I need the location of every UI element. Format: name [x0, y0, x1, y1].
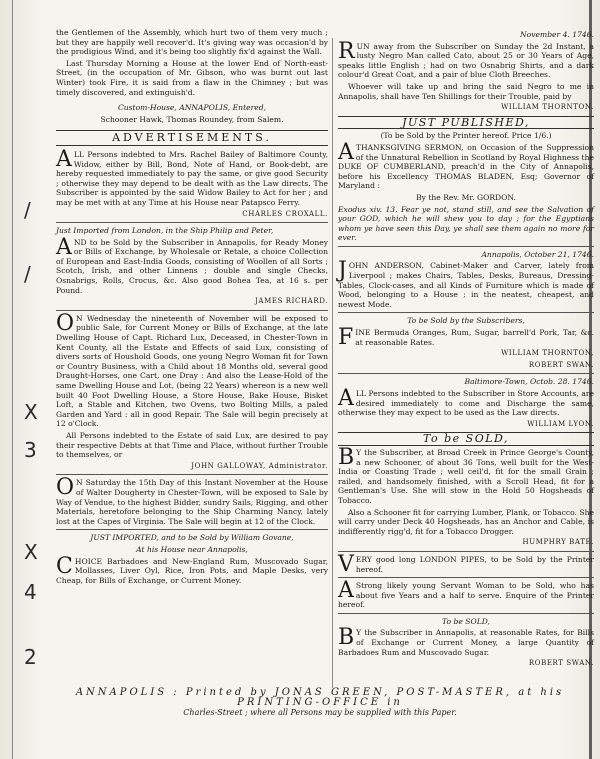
separator	[338, 246, 594, 247]
just-published-heading: JUST PUBLISHED,	[338, 116, 594, 130]
imprint-line: ANNAPOLIS : Printed by JONAS GREEN, POST-MASTER, at his PRINTING-OFFICE in	[75, 687, 565, 708]
custom-house-line: Custom-House, ANNAPOLIS, Entered,	[117, 103, 267, 113]
advertisement-header: To be Sold by the Subscribers,	[407, 316, 525, 326]
separator	[338, 551, 594, 552]
margin-mark-x-2: X	[24, 540, 38, 564]
advertisement: ON Saturday the 15th Day of this Instant November at the House of Walter Dougherty in Chester-Town, will be exposed to Sale by Way of Vendue, to the highest Bidder, sundry Sails, Rigging, and other Materials, heretofore belonging to the Ship Charming Nancy, lately lost at the Capes of Virginia. The Sale will begin at 12 of the Clock.	[56, 475, 328, 526]
advertisement: ATHANKSGIVING SERMON, on Occasion of the Suppression of the Unnatural Rebellion in Scotland by Royal Highness the DUKE OF CUMBERLAND, preach'd in the City of Annapolis, before his Excellency THOMAS BLADEN, Esq; Governor of Maryland :	[338, 139, 594, 191]
news-paragraph: the Gentlemen of the Assembly, which hurt two of them very much ; but they are happily well recover'd. It's giving way was occasion'd by the prodigious Wind, and it's being too slightly fix'd against the Wall.	[56, 28, 328, 57]
margin-mark-slash-2: /	[24, 262, 31, 286]
separator	[56, 222, 328, 223]
margin-mark-2: 2	[24, 645, 37, 669]
separator	[338, 373, 594, 374]
advertisement: AND to be Sold by the Subscriber in Annapolis, for Ready Money or Bills of Exchange, by Wholesale or Retale, a choice Collection of European and East-India Goods, consisting of Woollen of all Sorts ; Scotch, Irish, and other Linnens ; double and single Checks, Osnabrigs, Rolls, Crocus, &c. Also good Bohea Tea, at 16 s. per Pound.	[56, 234, 328, 295]
advertisement-signature: WILLIAM LYON.	[527, 419, 594, 428]
advertisement-signature: ROBERT SWAN.	[528, 360, 594, 369]
to-be-sold-subheading: To be SOLD,	[442, 616, 490, 626]
advertisement-signature: CHARLES CROXALL.	[242, 209, 328, 218]
column-divider	[332, 38, 333, 688]
advertisement-header: JUST IMPORTED, and to be Sold by William Govane,	[90, 533, 294, 543]
advertisement: JOHN ANDERSON, Cabinet-Maker and Carver, lately from Liverpool ; makes Chairs, Tables, Desks, Bureaus, Dressing-Tables, Clock-cases, and all Kinds of Furniture which is made of Wood, belonging to a House ; in the neatest, cheapest, and newest Mode.	[338, 258, 594, 309]
separator	[56, 474, 328, 475]
scripture-quote: Exodus xiv. 13. Fear ye not, stand still, and see the Salvation of your GOD, which he will shew you to day ; for the Egyptians whom ye have seen this Day, ye shall see them again no more for ever.	[338, 204, 594, 243]
advertisement-date: Annapolis, October 21, 1746.	[481, 249, 594, 259]
advertisement-signature: ROBERT SWAN.	[528, 659, 594, 668]
advertisement: Also a Schooner fit for carrying Lumber, Plank, or Tobacco. She will carry under Deck 40 Hogsheads, has an Anchor and Cable, is indifferently rigg'd, fit for a Tobacco Drogger.	[338, 507, 594, 536]
advertisement-signature: WILLIAM THORNTON,	[501, 349, 594, 358]
advertisement: BY the Subscriber in Annapolis, at reasonable Rates, for Bills of Exchange or Current Money, a large Quantity of Barbadoes Rum and Muscovado Sugar.	[338, 625, 594, 657]
imprint-footer	[60, 688, 580, 718]
separator	[56, 529, 328, 530]
margin-mark-x-1: X	[24, 400, 38, 424]
advertisement-subheader: (To be Sold by the Printer hereof. Price 1/6.)	[380, 131, 552, 141]
advertisement: VERY good long LONDON PIPES, to be Sold by the Printer hereof.	[338, 551, 594, 577]
margin-mark-3: 3	[24, 438, 37, 462]
advertisement: Whoever will take up and bring the said Negro to me in Annapolis, shall have Ten Shillings for their Trouble, paid by	[338, 81, 594, 101]
right-column	[338, 30, 594, 671]
to-be-sold-heading: To be SOLD,	[338, 432, 594, 446]
margin-mark-slash-1: /	[24, 198, 31, 222]
imprint-line: Charles-Street ; where all Persons may be supplied with this Paper.	[183, 708, 457, 717]
entered-vessel: Schooner Hawk, Thomas Roundey, from Salem.	[100, 114, 284, 124]
advertisement-signature: JOHN GALLOWAY, Administrator.	[191, 461, 328, 470]
advertisement: BY the Subscriber, at Broad Creek in Prince George's County, a new Schooner, of about 36 Tons, well built for the West-India or Coasting Trade ; well ceil'd, fit for the small Grain ; railed, and handsomely finished, with a Scroll Head, fit for a Gentleman's Use. She will stow in the Hold 50 Hogsheads of Tobacco.	[338, 444, 594, 505]
advertisement-header: Just Imported from London, in the Ship Philip and Peter,	[56, 226, 274, 236]
advertisement: AStrong likely young Servant Woman to be Sold, who has about five Years and a half to serve. Enquire of the Printer hereof.	[338, 578, 594, 610]
separator	[338, 312, 594, 313]
advertisement: All Persons indebted to the Estate of said Lux, are desired to pay their respective Debts at that Time and Place, without further Trouble to themselves, or	[56, 430, 328, 460]
advertisement-subheader: At his House near Annapolis,	[136, 544, 248, 554]
advertisement: FINE Bermuda Oranges, Rum, Sugar, barrell'd Pork, Tar, &c. at reasonable Rates.	[338, 325, 594, 351]
left-column	[56, 28, 328, 587]
advertisement: CHOICE Barbadoes and New-England Rum, Muscovado Sugar, Mollasses, Liver Oyl, Rice, Iron Pots, and Maple Desks, very Cheap, for Bills of Exchange, or Current Money.	[56, 553, 328, 585]
advertisement: ON Wednesday the nineteenth of November will be exposed to public Sale, for Current Money or Bills of Exchange, at the late Dwelling House of Capt. Richard Lux, Deceased, in Chester-Town in Kent County, all the Estate and Effects of said Lux, consisting of divers sorts of Houshold Goods, one young Negro Woman fit for Town or Country Business, with a Child about 18 Months old, several good Draught-Horses, one Cart, one Dray : And also the Lease-Hold of the same Dwelling House and Lot, (being 22 Years) whereon is a new well built 40 Foot Dwelling House, a Store House, Bake House, Bisket Loft, a Stable and Kitchen, two Ovens, two Bolting Mills, a paled Garden and Yard : all in good Repair. The Sale will begin precisely at 12 o'Clock.	[56, 310, 328, 429]
advertisement-signature: WILLIAM THORNTON.	[501, 103, 594, 112]
advertisement-date: November 4. 1746.	[520, 30, 594, 39]
left-edge-rule	[12, 0, 13, 759]
advertisement: ALL Persons indebted to the Subscriber in Store Accounts, are desired immediately to come and Discharge the same, otherwise they may expect to be used as the Law directs.	[338, 386, 594, 418]
advertisement-signature: HUMPHRY BATE.	[522, 538, 594, 547]
news-paragraph: Last Thursday Morning a House at the lower End of North-east-Street, (in the occupation of Mr. Gibson, who was burnt out last Winter) took Fire, it is said from a flaw in the Chimney ; but was timely discovered, and extinguish'd.	[56, 58, 328, 97]
advertisement: RUN away from the Subscriber on Sunday the 2d Instant, a lusty Negro Man called Cato, about 25 or 30 Years of Age, speaks little English ; had on two Osnabrig Shirts, and a dark colour'd Great Coat, and a pair of blue Cloth Breeches.	[338, 38, 594, 80]
separator	[56, 310, 328, 311]
advertisements-heading: ADVERTISEMENTS.	[56, 130, 328, 146]
margin-mark-4: 4	[24, 580, 37, 604]
separator	[338, 577, 594, 578]
advertisement: ALL Persons indebted to Mrs. Rachel Bailey of Baltimore County, Widow, either by Bill, Bond, Note of Hand, or Book-debt, are hereby requested immediately to pay the same, or give good Security ; otherwise they may depend to be dealt with as the Law directs. The Subscriber is appointed by the said Widow Bailey to Act for her ; and may be met with at any Time at his House near Patapsco Ferry.	[56, 146, 328, 207]
separator	[338, 613, 594, 614]
advertisement-date: Baltimore-Town, Octob. 28. 1746.	[464, 377, 594, 387]
sermon-author: By the Rev. Mr. GORDON.	[416, 192, 516, 202]
advertisement-signature: JAMES RICHARD.	[255, 297, 328, 306]
